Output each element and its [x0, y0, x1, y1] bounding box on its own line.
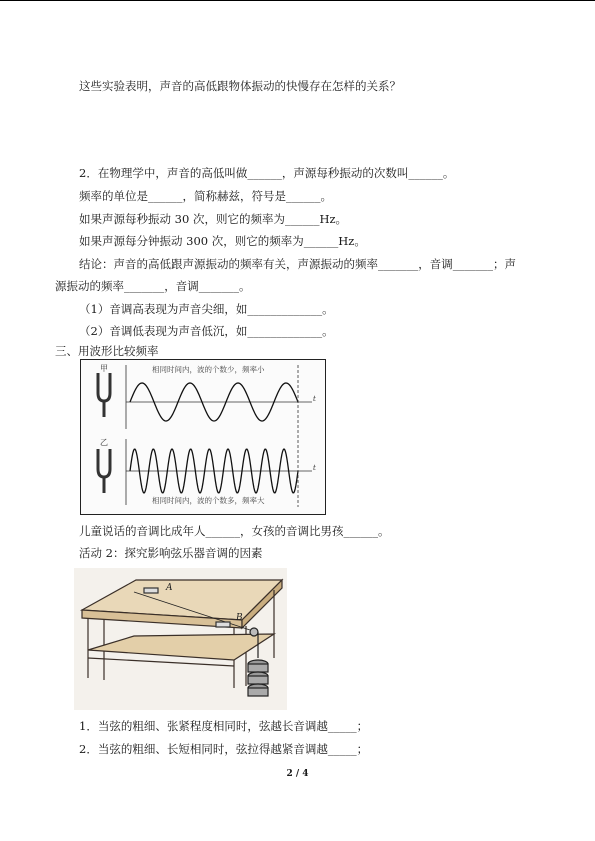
fork-a-label: 甲: [100, 364, 108, 373]
frequency-300-line: 如果声源每分钟振动 300 次，则它的频率为______Hz。: [79, 234, 366, 248]
bridge-a-label: A: [166, 583, 173, 593]
high-pitch-line: （1）音调高表现为声音尖细，如_____________。: [79, 302, 334, 316]
frequency-unit-line: 频率的单位是______，简称赫兹，符号是______。: [79, 189, 332, 203]
low-pitch-line: （2）音调低表现为声音低沉，如_____________。: [79, 324, 334, 338]
activity-2-title: 活动 2：探究影响弦乐器音调的因素: [79, 546, 263, 560]
string-table-figure: [74, 568, 287, 710]
conclusion-line-2: 源振动的频率_______，音调_______。: [55, 279, 251, 293]
axis-bottom-t: t: [313, 464, 316, 472]
string-length-line: 1．当弦的粗细、张紧程度相同时，弦越长音调越_____；: [79, 719, 369, 733]
caption-bottom: 相同时间内，波的个数多，频率大: [152, 496, 265, 505]
bridge-b-label: B: [236, 613, 243, 623]
child-pitch-line: 儿童说话的音调比成年人______，女孩的音调比男孩______。: [79, 524, 390, 538]
frequency-30-line: 如果声源每秒振动 30 次，则它的频率为______Hz。: [79, 212, 348, 226]
header-rule: [0, 0, 595, 1]
section-3-heading: 三、用波形比较频率: [55, 344, 159, 358]
question-relation: 这些实验表明，声音的高低跟物体振动的快慢存在怎样的关系？: [79, 79, 401, 93]
caption-top: 相同时间内，波的个数少，频率小: [152, 365, 265, 374]
question-2: 2．在物理学中，声音的高低叫做______，声源每秒振动的次数叫______。: [79, 166, 455, 180]
string-tension-line: 2．当弦的粗细、长短相同时，弦拉得越紧音调越_____；: [79, 742, 369, 756]
waveform-figure: [80, 359, 326, 515]
conclusion-line-1: 结论：声音的高低跟声源振动的频率有关，声源振动的频率_______，音调_______；声: [79, 257, 516, 271]
axis-top-t: t: [313, 395, 316, 403]
fork-b-label: 乙: [100, 438, 108, 447]
page-number: 2 / 4: [286, 769, 309, 779]
